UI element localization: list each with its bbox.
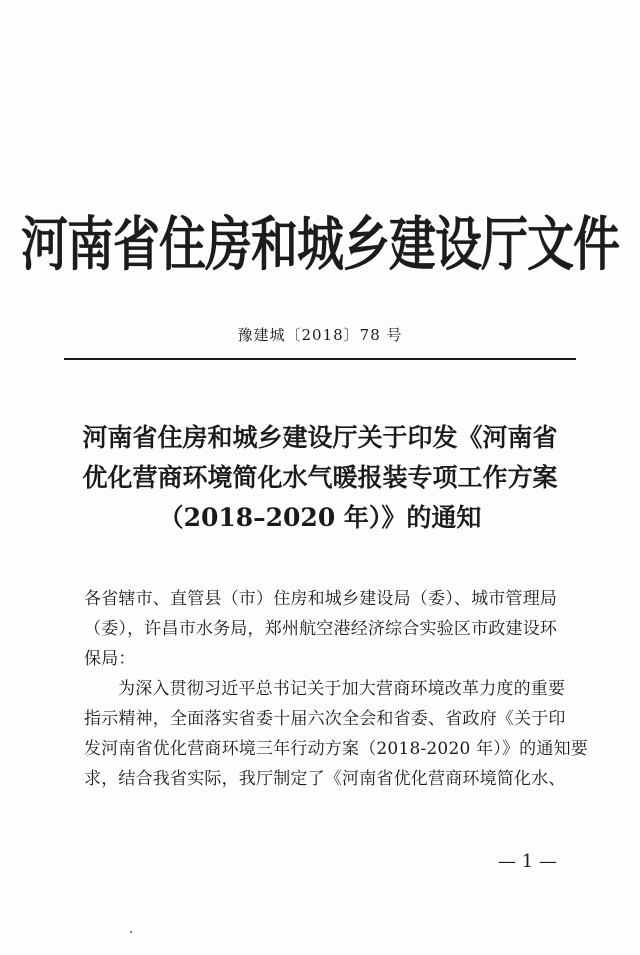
addressee-line: 各省辖市、直管县（市）住房和城乡建设局（委）、城市管理局 bbox=[84, 589, 558, 609]
addressee-line: （委），许昌市水务局，郑州航空港经济综合实验区市政建设环 bbox=[84, 619, 558, 639]
body-line: 发河南省优化营商环境三年行动方案（2018-2020 年）》的通知要 bbox=[84, 739, 588, 759]
notice-title-line: 优化营商环境简化水气暖报装专项工作方案 bbox=[82, 463, 558, 492]
issuing-authority-title: 河南省住房和城乡建设厅文件 bbox=[21, 210, 619, 280]
body-line: 为深入贯彻习近平总书记关于加大营商环境改革力度的重要 bbox=[118, 679, 566, 699]
notice-title-line: 河南省住房和城乡建设厅关于印发《河南省 bbox=[82, 423, 558, 452]
body-line: 指示精神，全面落实省委十届六次全会和省委、省政府《关于印 bbox=[84, 709, 566, 729]
body-line: 求，结合我省实际，我厅制定了《河南省优化营商环境简化水、 bbox=[84, 769, 566, 789]
addressee-line: 保局： bbox=[84, 649, 136, 669]
scan-speck bbox=[130, 931, 132, 933]
page-number: — 1 — bbox=[498, 851, 557, 872]
body-paragraph bbox=[84, 674, 588, 794]
document-number: 豫建城〔2018〕78 号 bbox=[237, 326, 403, 344]
notice-title bbox=[60, 418, 580, 538]
notice-title-line: （2018–2020 年）》的通知 bbox=[158, 503, 482, 532]
addressee-block bbox=[84, 584, 584, 674]
header-divider bbox=[64, 358, 576, 360]
